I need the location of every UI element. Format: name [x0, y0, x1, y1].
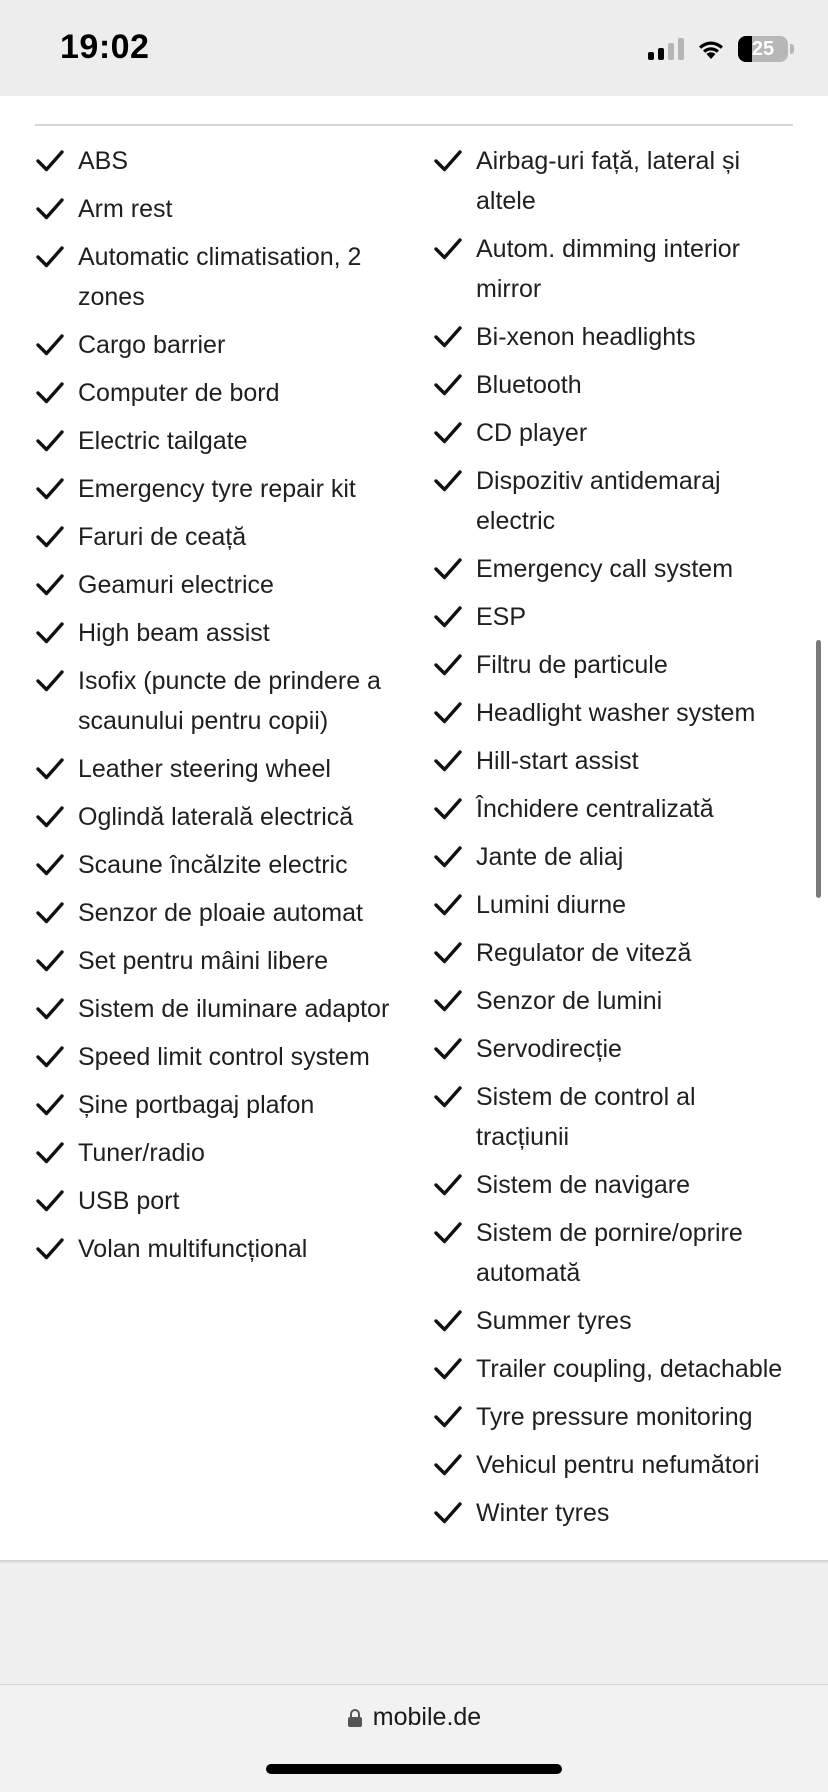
feature-item	[433, 645, 795, 685]
lock-icon	[347, 1708, 363, 1728]
feature-item	[433, 1349, 795, 1389]
checkmark-icon	[433, 365, 476, 405]
checkmark-icon	[35, 1037, 78, 1077]
checkmark-icon	[35, 941, 78, 981]
feature-label: Jante de aliaj	[476, 843, 624, 871]
checkmark-icon	[433, 317, 476, 357]
feature-label: Dispozitiv antidemaraj electric	[476, 467, 721, 535]
feature-item	[433, 1397, 795, 1437]
status-icons	[648, 34, 794, 64]
feature-item	[433, 789, 795, 829]
feature-item	[35, 237, 433, 317]
feature-label: CD player	[476, 419, 588, 447]
feature-label: Set pentru mâini libere	[78, 947, 329, 975]
checkmark-icon	[433, 1213, 476, 1253]
feature-label: ESP	[476, 603, 527, 631]
checkmark-icon	[433, 229, 476, 269]
feature-item	[35, 325, 433, 365]
feature-label: Isofix (puncte de prindere a scaunului pentru copii)	[78, 667, 381, 735]
feature-item	[433, 141, 795, 221]
feature-item	[433, 741, 795, 781]
checkmark-icon	[35, 613, 78, 653]
feature-item	[433, 597, 795, 637]
feature-label: Trailer coupling, detachable	[476, 1355, 783, 1383]
feature-label: ABS	[78, 147, 129, 175]
feature-label: Airbag-uri față, lateral și altele	[476, 147, 741, 215]
checkmark-icon	[433, 549, 476, 589]
feature-item	[433, 229, 795, 309]
checkmark-icon	[433, 693, 476, 733]
feature-label: Șine portbagaj plafon	[78, 1091, 315, 1119]
feature-item	[35, 845, 433, 885]
checkmark-icon	[35, 989, 78, 1029]
feature-label: Scaune încălzite electric	[78, 851, 348, 879]
feature-item	[35, 189, 433, 229]
checkmark-icon	[35, 1181, 78, 1221]
checkmark-icon	[35, 1133, 78, 1173]
checkmark-icon	[433, 741, 476, 781]
checkmark-icon	[433, 413, 476, 453]
checkmark-icon	[35, 469, 78, 509]
battery-level: 25	[751, 37, 775, 60]
feature-label: Winter tyres	[476, 1499, 610, 1527]
feature-label: High beam assist	[78, 619, 270, 647]
feature-label: Computer de bord	[78, 379, 280, 407]
feature-item	[35, 141, 433, 181]
wifi-icon	[696, 37, 726, 61]
checkmark-icon	[35, 893, 78, 933]
scrollbar[interactable]	[816, 640, 821, 898]
feature-item	[433, 1165, 795, 1205]
checkmark-icon	[35, 797, 78, 837]
feature-item	[433, 885, 795, 925]
checkmark-icon	[433, 141, 476, 181]
checkmark-icon	[35, 1229, 78, 1269]
feature-label: Închidere centralizată	[476, 795, 714, 823]
feature-list	[35, 141, 795, 1541]
battery-icon	[738, 36, 788, 62]
feature-label: Sistem de control al tracțiunii	[476, 1083, 696, 1151]
feature-label: Electric tailgate	[78, 427, 248, 455]
feature-item	[433, 1301, 795, 1341]
feature-label: Servodirecție	[476, 1035, 622, 1063]
checkmark-icon	[433, 885, 476, 925]
feature-item	[35, 893, 433, 933]
feature-item	[35, 749, 433, 789]
feature-item	[35, 1085, 433, 1125]
checkmark-icon	[433, 837, 476, 877]
feature-label: Summer tyres	[476, 1307, 632, 1335]
feature-item	[35, 1181, 433, 1221]
feature-item	[35, 1037, 433, 1077]
checkmark-icon	[433, 645, 476, 685]
checkmark-icon	[35, 565, 78, 605]
feature-item	[35, 941, 433, 981]
feature-label: Volan multifuncțional	[78, 1235, 308, 1263]
feature-label: Filtru de particule	[476, 651, 668, 679]
feature-item	[35, 1229, 433, 1269]
page-background	[0, 1564, 828, 1684]
feature-label: Automatic climatisation, 2 zones	[78, 243, 362, 311]
browser-address-bar[interactable]	[0, 1684, 828, 1792]
feature-label: Hill-start assist	[476, 747, 639, 775]
feature-item	[35, 421, 433, 461]
feature-label: Cargo barrier	[78, 331, 226, 359]
checkmark-icon	[433, 1397, 476, 1437]
checkmark-icon	[433, 1349, 476, 1389]
feature-label: Oglindă laterală electrică	[78, 803, 354, 831]
cellular-signal-icon	[648, 38, 684, 60]
feature-label: Senzor de lumini	[476, 987, 663, 1015]
feature-item	[35, 661, 433, 741]
status-bar	[0, 0, 828, 96]
feature-label: Lumini diurne	[476, 891, 627, 919]
feature-item	[433, 549, 795, 589]
feature-item	[433, 317, 795, 357]
feature-label: Senzor de ploaie automat	[78, 899, 363, 927]
feature-label: Emergency tyre repair kit	[78, 475, 356, 503]
checkmark-icon	[433, 1493, 476, 1533]
checkmark-icon	[433, 1029, 476, 1069]
feature-label: Bluetooth	[476, 371, 582, 399]
checkmark-icon	[433, 981, 476, 1021]
feature-label: Sistem de navigare	[476, 1171, 691, 1199]
checkmark-icon	[35, 325, 78, 365]
checkmark-icon	[35, 749, 78, 789]
checkmark-icon	[433, 597, 476, 637]
feature-item	[433, 1445, 795, 1485]
checkmark-icon	[35, 845, 78, 885]
feature-label: Headlight washer system	[476, 699, 756, 727]
feature-item	[433, 933, 795, 973]
feature-item	[433, 461, 795, 541]
checkmark-icon	[35, 661, 78, 701]
checkmark-icon	[433, 1445, 476, 1485]
divider	[35, 124, 793, 126]
feature-item	[35, 469, 433, 509]
checkmark-icon	[35, 141, 78, 181]
feature-column-right	[433, 141, 795, 1541]
feature-item	[433, 1493, 795, 1533]
feature-label: Arm rest	[78, 195, 173, 223]
checkmark-icon	[35, 373, 78, 413]
checkmark-icon	[35, 237, 78, 277]
url-display[interactable]	[0, 1703, 828, 1732]
feature-item	[35, 613, 433, 653]
checkmark-icon	[35, 517, 78, 557]
feature-label: Tuner/radio	[78, 1139, 205, 1167]
checkmark-icon	[35, 421, 78, 461]
feature-item	[35, 373, 433, 413]
feature-label: Geamuri electrice	[78, 571, 274, 599]
feature-label: Bi-xenon headlights	[476, 323, 696, 351]
checkmark-icon	[433, 461, 476, 501]
feature-item	[35, 989, 433, 1029]
checkmark-icon	[433, 1301, 476, 1341]
feature-item	[35, 797, 433, 837]
feature-item	[35, 1133, 433, 1173]
feature-item	[433, 413, 795, 453]
feature-label: USB port	[78, 1187, 180, 1215]
feature-label: Autom. dimming interior mirror	[476, 235, 740, 303]
checkmark-icon	[433, 933, 476, 973]
url-text: mobile.de	[372, 1703, 482, 1731]
feature-label: Regulator de viteză	[476, 939, 692, 967]
checkmark-icon	[433, 1165, 476, 1205]
feature-item	[433, 981, 795, 1021]
home-indicator[interactable]	[266, 1764, 562, 1774]
feature-item	[433, 365, 795, 405]
checkmark-icon	[433, 789, 476, 829]
feature-label: Speed limit control system	[78, 1043, 370, 1071]
feature-item	[433, 693, 795, 733]
feature-item	[433, 1029, 795, 1069]
feature-item	[433, 1077, 795, 1157]
feature-item	[433, 1213, 795, 1293]
feature-label: Sistem de pornire/oprire automată	[476, 1219, 743, 1287]
feature-column-left	[35, 141, 433, 1541]
features-card	[0, 96, 828, 1656]
feature-item	[35, 565, 433, 605]
feature-label: Sistem de iluminare adaptor	[78, 995, 390, 1023]
checkmark-icon	[35, 189, 78, 229]
feature-label: Leather steering wheel	[78, 755, 331, 783]
status-time: 19:02	[60, 28, 150, 66]
checkmark-icon	[35, 1085, 78, 1125]
feature-item	[433, 837, 795, 877]
feature-label: Emergency call system	[476, 555, 734, 583]
feature-label: Tyre pressure monitoring	[476, 1403, 753, 1431]
feature-label: Faruri de ceață	[78, 523, 247, 551]
feature-label: Vehicul pentru nefumători	[476, 1451, 760, 1479]
checkmark-icon	[433, 1077, 476, 1117]
feature-item	[35, 517, 433, 557]
